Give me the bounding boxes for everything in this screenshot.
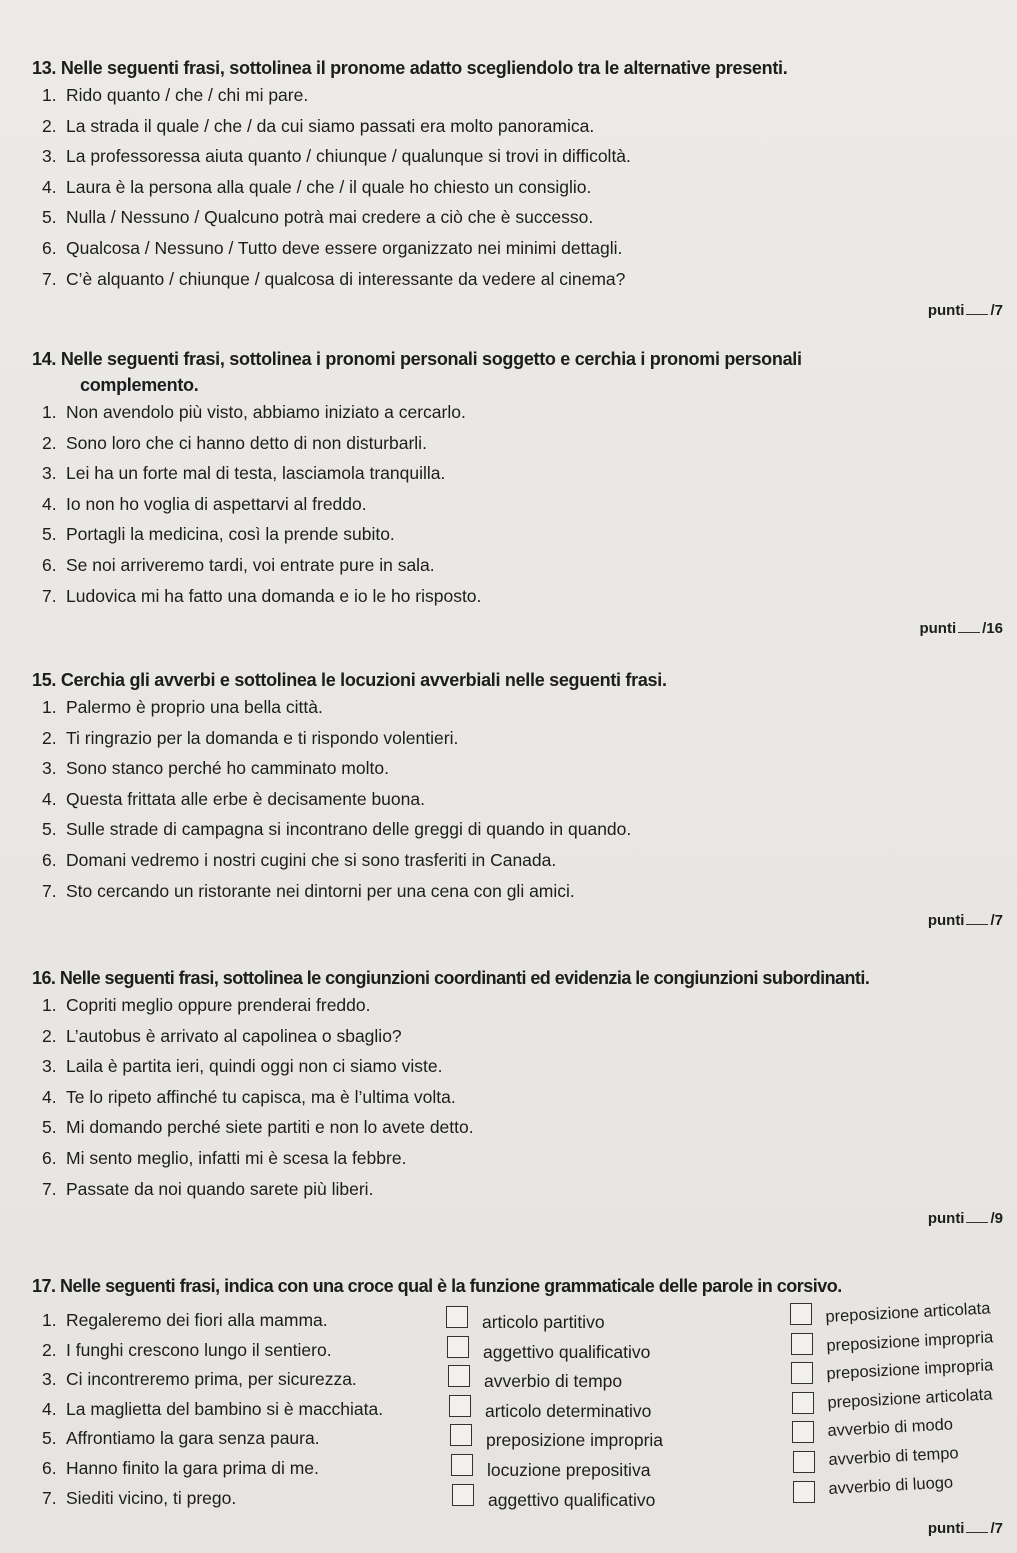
item-number: 1.	[42, 85, 57, 105]
score-blank[interactable]	[958, 632, 980, 633]
option-b-label: avverbio di luogo	[828, 1473, 954, 1498]
exercise-instruction: Nelle seguenti frasi, sottolinea il pronome adatto scegliendolo tra le alternative presenti.	[60, 58, 788, 78]
item-text: La maglietta del bambino si è macchiata.	[66, 1398, 384, 1419]
list-item	[32, 845, 1003, 876]
exercise-number: 13.	[32, 58, 57, 78]
score-blank[interactable]	[966, 314, 988, 315]
item-number: 2.	[42, 432, 57, 453]
item-number: 6.	[42, 237, 57, 258]
list-item	[32, 141, 1003, 172]
list-item	[32, 172, 1003, 203]
checkbox-option-b[interactable]	[792, 1421, 814, 1443]
list-item	[32, 111, 1003, 142]
exercise-13-title	[32, 57, 1003, 80]
item-number: 7.	[42, 1178, 57, 1199]
item-number: 6.	[42, 849, 57, 870]
exercise-16	[32, 967, 1003, 1204]
option-b-label: preposizione articolata	[826, 1385, 993, 1412]
item-sentence[interactable]: Laura è la persona alla quale / che / il quale ho chiesto un consiglio.	[66, 176, 592, 197]
item-sentence	[42, 1488, 236, 1509]
item-number: 3.	[42, 1369, 57, 1390]
score-label: punti	[919, 620, 957, 637]
exercise-14-score	[919, 620, 1003, 637]
list-item	[32, 581, 1003, 612]
item-sentence[interactable]: Laila è partita ieri, quindi oggi non ci siamo viste.	[66, 1056, 443, 1077]
item-sentence[interactable]: Nulla / Nessuno / Qualcuno potrà mai credere a ciò che è successo.	[66, 207, 594, 228]
item-text: Ci incontreremo prima, per sicurezza.	[66, 1369, 357, 1390]
item-sentence[interactable]: Questa frittata alle erbe è decisamente buona.	[66, 788, 425, 809]
list-item	[32, 784, 1003, 815]
item-sentence[interactable]: Non avendolo più visto, abbiamo iniziato a cercarlo.	[66, 402, 466, 422]
item-sentence[interactable]: Qualcosa / Nessuno / Tutto deve essere organizzato nei minimi dettagli.	[66, 237, 623, 258]
option-b-label: preposizione impropria	[826, 1356, 994, 1384]
option-a-label: preposizione impropria	[486, 1430, 664, 1451]
item-sentence[interactable]: Palermo è proprio una bella città.	[66, 697, 323, 717]
list-item	[32, 753, 1003, 784]
item-text: Regaleremo dei fiori alla mamma.	[66, 1310, 328, 1330]
item-number: 4.	[42, 788, 57, 809]
item-number: 6.	[42, 554, 57, 575]
score-total: /9	[990, 1210, 1003, 1227]
exercise-instruction: Nelle seguenti frasi, sottolinea i pronomi personali soggetto e cerchia i pronomi personali	[60, 349, 802, 369]
checkbox-option-a[interactable]	[446, 1306, 468, 1328]
item-sentence[interactable]: Domani vedremo i nostri cugini che si sono trasferiti in Canada.	[66, 849, 557, 870]
list-item	[32, 1143, 1003, 1174]
list-item	[32, 428, 1003, 459]
list-item	[32, 264, 1003, 295]
exercise-14-items	[32, 397, 1003, 611]
checkbox-option-a[interactable]	[450, 1424, 472, 1446]
list-item	[32, 202, 1003, 233]
item-number: 3.	[42, 758, 57, 779]
exercise-15	[32, 669, 1003, 906]
exercise-instruction: Nelle seguenti frasi, sottolinea le congiunzioni coordinanti ed evidenzia le congiunzioni subordinanti.	[59, 968, 870, 988]
exercise-17-score	[928, 1520, 1003, 1537]
item-sentence	[42, 1310, 328, 1331]
option-a-label: articolo partitivo	[482, 1312, 605, 1332]
item-sentence[interactable]: Sulle strade di campagna si incontrano delle greggi di quando in quando.	[66, 819, 632, 840]
option-a-label: articolo determinativo	[485, 1400, 652, 1421]
list-item	[32, 990, 1003, 1021]
exercise-instruction: Nelle seguenti frasi, indica con una croce qual è la funzione grammaticale delle parole in corsivo.	[60, 1276, 842, 1296]
item-number: 5.	[42, 1428, 57, 1449]
list-item	[32, 489, 1003, 520]
exercise-14-title-cont: complemento.	[80, 375, 199, 395]
score-label: punti	[927, 1520, 965, 1537]
item-number: 3.	[42, 1056, 57, 1077]
exercise-16-title	[32, 967, 1003, 990]
item-number: 7.	[42, 1487, 57, 1508]
item-sentence[interactable]: L’autobus è arrivato al capolinea o sbaglio?	[66, 1025, 402, 1046]
exercise-number: 17.	[32, 1276, 56, 1296]
item-number: 2.	[42, 1025, 57, 1046]
item-number: 5.	[42, 1117, 57, 1138]
item-sentence[interactable]: Lei ha un forte mal di testa, lasciamola tranquilla.	[66, 463, 446, 484]
exercise-15-title	[32, 669, 1003, 692]
checkbox-option-b[interactable]	[792, 1392, 814, 1414]
exercise-17-title	[32, 1275, 1003, 1298]
list-item	[32, 397, 1003, 428]
exercise-16-items	[32, 990, 1003, 1204]
option-a-label: aggettivo qualificativo	[488, 1489, 656, 1510]
option-b-label: preposizione articolata	[825, 1299, 991, 1327]
item-number: 4.	[42, 176, 57, 197]
checkbox-option-a[interactable]	[449, 1395, 471, 1417]
item-sentence[interactable]: Copriti meglio oppure prenderai freddo.	[66, 995, 371, 1015]
item-number: 6.	[42, 1458, 57, 1478]
score-total: /16	[982, 620, 1003, 637]
item-number: 2.	[42, 727, 57, 748]
item-sentence[interactable]: Sto cercando un ristorante nei dintorni per una cena con gli amici.	[66, 880, 575, 901]
item-text: Hanno finito la gara prima di me.	[66, 1458, 319, 1478]
list-item	[32, 876, 1003, 907]
list-item	[32, 1051, 1003, 1082]
exercise-number: 16.	[32, 968, 56, 988]
score-total: /7	[990, 302, 1003, 319]
checkbox-option-a[interactable]	[447, 1336, 469, 1358]
exercise-14	[32, 348, 1003, 611]
item-sentence[interactable]: La professoressa aiuta quanto / chiunque / qualunque si trovi in difficoltà.	[66, 146, 631, 167]
item-sentence	[42, 1428, 320, 1449]
exercise-number: 15.	[32, 670, 57, 690]
exercise-13-score	[928, 302, 1003, 319]
item-sentence	[42, 1369, 357, 1390]
list-item	[32, 1082, 1003, 1113]
exercise-16-score	[928, 1210, 1003, 1227]
item-sentence[interactable]: Se noi arriveremo tardi, voi entrate pure in sala.	[66, 554, 435, 575]
item-sentence[interactable]: Passate da noi quando sarete più liberi.	[66, 1178, 374, 1199]
score-blank[interactable]	[966, 1532, 988, 1533]
list-item	[32, 1021, 1003, 1052]
item-sentence	[42, 1399, 383, 1420]
list-item	[32, 519, 1003, 550]
list-item	[32, 692, 1003, 723]
item-number: 1.	[42, 402, 57, 422]
exercise-13-items	[32, 80, 1003, 294]
checkbox-option-b[interactable]	[790, 1303, 812, 1325]
option-b-label: avverbio di tempo	[827, 1444, 959, 1470]
item-sentence[interactable]: Mi domando perché siete partiti e non lo avete detto.	[66, 1117, 474, 1138]
item-number: 3.	[42, 146, 57, 167]
item-sentence[interactable]: Portagli la medicina, così la prende subito.	[66, 524, 395, 545]
item-text: I funghi crescono lungo il sentiero.	[66, 1339, 332, 1360]
option-a-label: aggettivo qualificativo	[483, 1341, 651, 1362]
item-number: 4.	[42, 1398, 57, 1419]
option-b-label: avverbio di modo	[827, 1415, 954, 1441]
score-label: punti	[927, 302, 965, 319]
list-item	[32, 80, 1003, 111]
option-b-label: preposizione impropria	[825, 1327, 994, 1355]
item-sentence[interactable]: Mi sento meglio, infatti mi è scesa la febbre.	[66, 1147, 407, 1168]
item-sentence[interactable]: Sono loro che ci hanno detto di non disturbarli.	[66, 432, 427, 453]
item-text: Siediti vicino, ti prego.	[66, 1487, 237, 1508]
exercise-17	[32, 1275, 1003, 1298]
score-blank[interactable]	[966, 1222, 988, 1223]
item-number: 1.	[42, 1310, 57, 1330]
item-sentence[interactable]: Io non ho voglia di aspettarvi al freddo.	[66, 493, 367, 514]
item-number: 4.	[42, 493, 57, 514]
item-sentence[interactable]: Ti ringrazio per la domanda e ti rispondo volentieri.	[66, 727, 459, 748]
item-sentence[interactable]: Rido quanto / che / chi mi pare.	[66, 85, 309, 105]
item-number: 4.	[42, 1086, 57, 1107]
item-number: 7.	[42, 585, 57, 606]
exercise-15-score	[928, 912, 1003, 929]
item-sentence[interactable]: Sono stanco perché ho camminato molto.	[66, 758, 389, 779]
checkbox-option-b[interactable]	[793, 1451, 815, 1473]
exercise-instruction: Cerchia gli avverbi e sottolinea le locuzioni avverbiali nelle seguenti frasi.	[60, 670, 667, 690]
exercise-15-items	[32, 692, 1003, 906]
exercise-14-title	[32, 348, 1003, 371]
list-item	[32, 458, 1003, 489]
list-item	[32, 723, 1003, 754]
item-number: 2.	[42, 115, 57, 136]
item-sentence[interactable]: Ludovica mi ha fatto una domanda e io le ho risposto.	[66, 585, 482, 606]
score-label: punti	[927, 1210, 965, 1227]
option-a-label: avverbio di tempo	[484, 1371, 623, 1392]
score-label: punti	[927, 912, 965, 929]
score-total: /7	[990, 912, 1003, 929]
list-item	[32, 814, 1003, 845]
item-number: 3.	[42, 463, 57, 484]
checkbox-option-b[interactable]	[791, 1362, 813, 1384]
checkbox-option-a[interactable]	[451, 1454, 473, 1476]
item-number: 5.	[42, 819, 57, 840]
item-sentence[interactable]: C’è alquanto / chiunque / qualcosa di interessante da vedere al cinema?	[66, 268, 626, 289]
list-item	[32, 550, 1003, 581]
item-number: 7.	[42, 880, 57, 901]
item-sentence	[42, 1458, 319, 1479]
list-item	[32, 233, 1003, 264]
checkbox-option-a[interactable]	[448, 1365, 470, 1387]
list-item	[32, 1112, 1003, 1143]
item-number: 7.	[42, 268, 57, 289]
item-sentence[interactable]: La strada il quale / che / da cui siamo passati era molto panoramica.	[66, 115, 595, 136]
item-sentence	[42, 1340, 332, 1361]
list-item	[32, 1174, 1003, 1205]
item-number: 2.	[42, 1339, 57, 1360]
score-total: /7	[990, 1520, 1003, 1537]
item-text: Affrontiamo la gara senza paura.	[66, 1428, 320, 1449]
item-number: 5.	[42, 524, 57, 545]
exercise-number: 14.	[32, 349, 57, 369]
item-number: 1.	[42, 697, 57, 717]
checkbox-option-a[interactable]	[452, 1484, 474, 1506]
exercise-13	[32, 57, 1003, 294]
item-sentence[interactable]: Te lo ripeto affinché tu capisca, ma è l’ultima volta.	[66, 1086, 456, 1107]
option-a-label: locuzione prepositiva	[487, 1460, 651, 1480]
item-number: 6.	[42, 1147, 57, 1168]
checkbox-option-b[interactable]	[791, 1333, 813, 1355]
score-blank[interactable]	[966, 924, 988, 925]
item-number: 5.	[42, 207, 57, 228]
item-number: 1.	[42, 995, 57, 1015]
checkbox-option-b[interactable]	[793, 1481, 815, 1503]
